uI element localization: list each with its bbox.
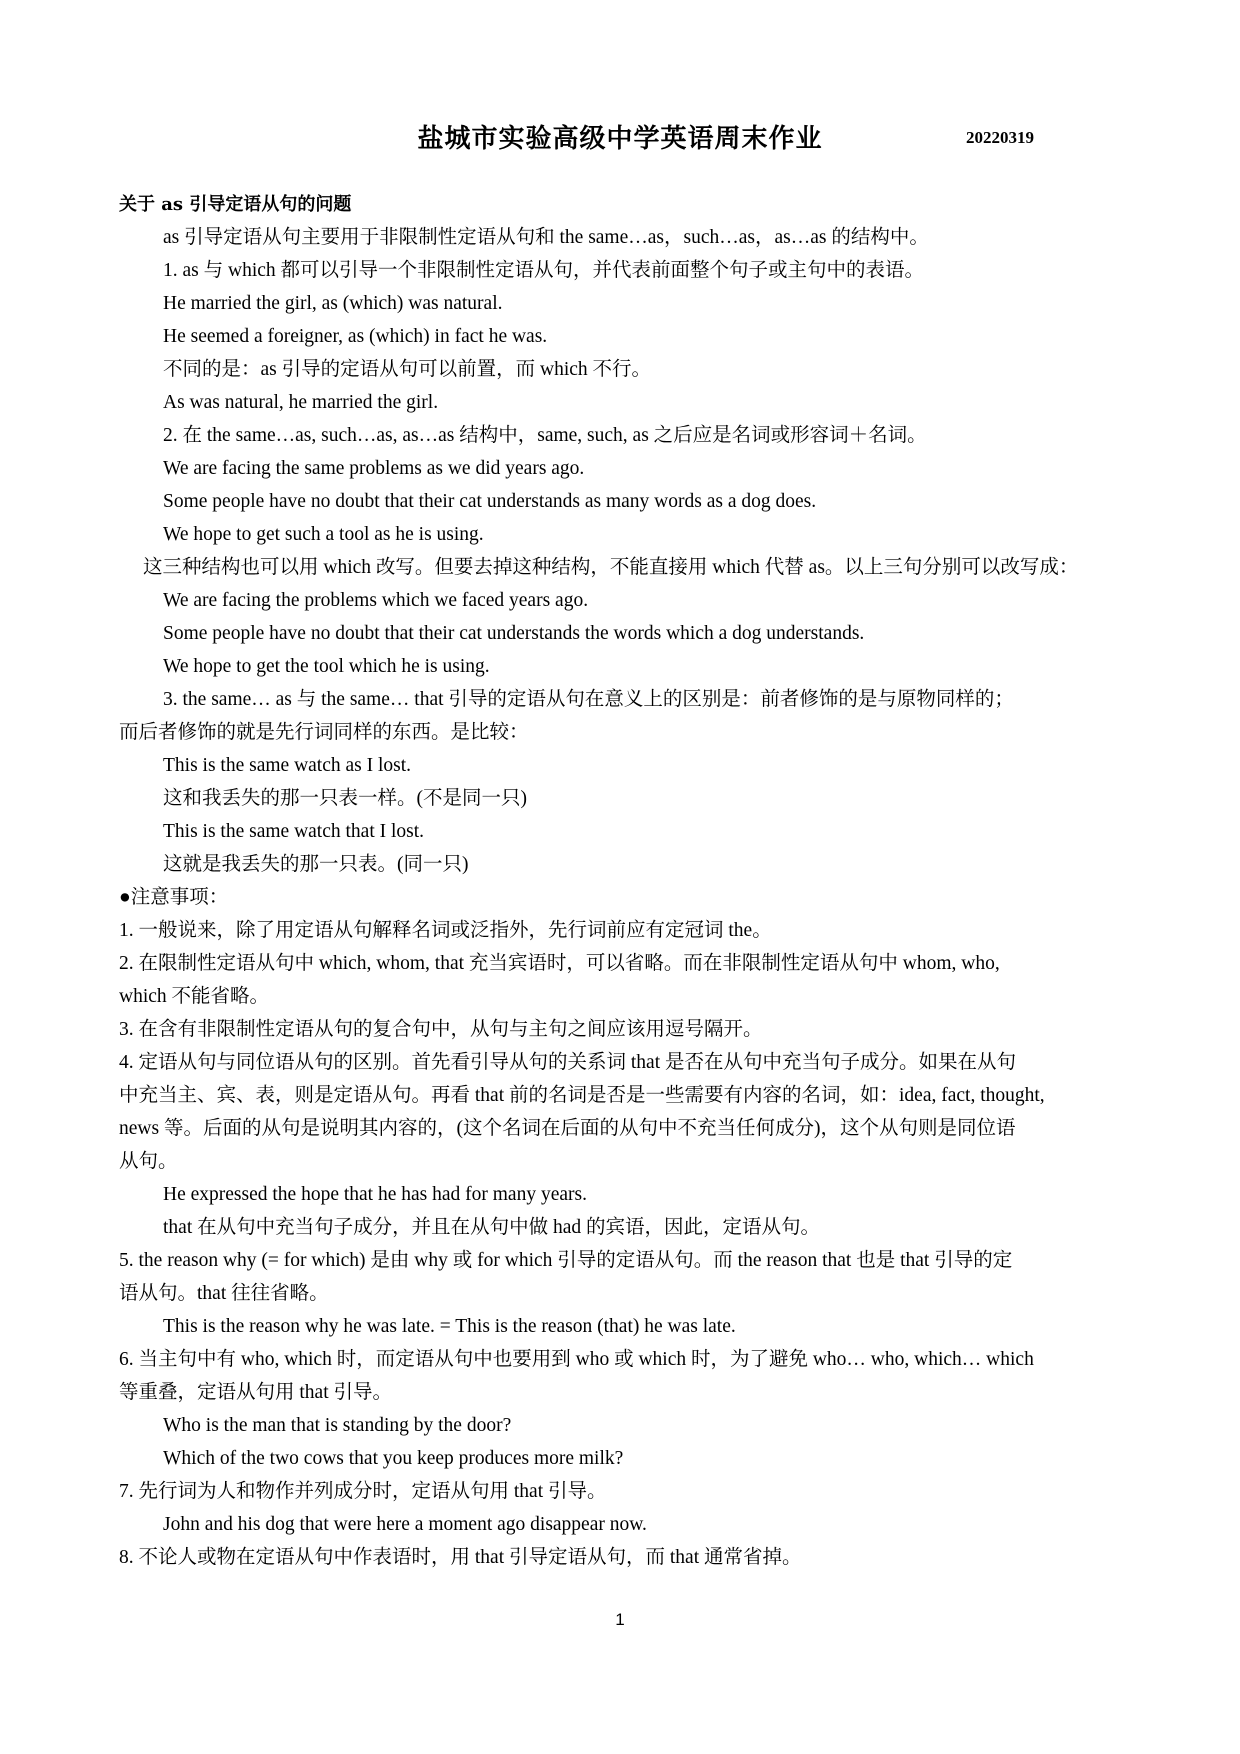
- text-line: As was natural, he married the girl.: [163, 392, 439, 413]
- text-line: 3. the same… as 与 the same… that 引导的定语从句在意义上的区别是：前者修饰的是与原物同样的；: [163, 689, 1014, 710]
- text-line: 6. 当主句中有 who, which 时，而定语从句中也要用到 who 或 which 时，为了避免 who… who, which… which: [119, 1349, 1034, 1370]
- text-line: 等重叠，定语从句用 that 引导。: [119, 1382, 392, 1403]
- section-heading: 关于 as 引导定语从句的问题: [119, 194, 352, 215]
- text-line: We hope to get the tool which he is using.: [163, 656, 490, 677]
- text-line: news 等。后面的从句是说明其内容的，(这个名词在后面的从句中不充当任何成分)，这个从句则是同位语: [119, 1118, 1016, 1139]
- text-line: This is the same watch as I lost.: [163, 755, 412, 776]
- text-line: Some people have no doubt that their cat understands the words which a dog understands.: [163, 623, 865, 644]
- text-line: 这三种结构也可以用 which 改写。但要去掉这种结构，不能直接用 which 代替 as。以上三句分别可以改写成：: [143, 557, 1079, 578]
- text-line: 5. the reason why (= for which) 是由 why 或 for which 引导的定语从句。而 the reason that 也是 that 引导的定: [119, 1250, 1013, 1271]
- text-line: as 引导定语从句主要用于非限制性定语从句和 the same…as，such…as，as…as 的结构中。: [163, 227, 929, 248]
- page-number: 1: [615, 1610, 625, 1629]
- text-line: 这和我丢失的那一只表一样。(不是同一只): [163, 788, 527, 809]
- text-line: 1. 一般说来，除了用定语从句解释名词或泛指外，先行词前应有定冠词 the。: [119, 920, 772, 941]
- text-line: 从句。: [119, 1151, 178, 1172]
- text-line: We hope to get such a tool as he is using.: [163, 524, 484, 545]
- document-body: [119, 188, 1129, 1574]
- text-line: 这就是我丢失的那一只表。(同一只): [163, 854, 469, 875]
- text-line: 7. 先行词为人和物作并列成分时，定语从句用 that 引导。: [119, 1481, 607, 1502]
- text-line: This is the reason why he was late. = This is the reason (that) he was late.: [163, 1316, 736, 1337]
- text-line: 而后者修饰的就是先行词同样的东西。是比较：: [119, 722, 529, 743]
- text-line: 8. 不论人或物在定语从句中作表语时，用 that 引导定语从句，而 that 通常省掉。: [119, 1547, 802, 1568]
- text-line: He married the girl, as (which) was natural.: [163, 293, 503, 314]
- text-line: He seemed a foreigner, as (which) in fact he was.: [163, 326, 548, 347]
- text-line: Who is the man that is standing by the door?: [163, 1415, 512, 1436]
- text-line: 2. 在 the same…as, such…as, as…as 结构中，same, such, as 之后应是名词或形容词＋名词。: [163, 425, 927, 446]
- text-line: He expressed the hope that he has had for many years.: [163, 1184, 587, 1205]
- text-line: 1. as 与 which 都可以引导一个非限制性定语从句，并代表前面整个句子或主句中的表语。: [163, 260, 925, 281]
- text-line: 4. 定语从句与同位语从句的区别。首先看引导从句的关系词 that 是否在从句中充当句子成分。如果在从句: [119, 1052, 1016, 1073]
- text-line: 3. 在含有非限制性定语从句的复合句中，从句与主句之间应该用逗号隔开。: [119, 1019, 763, 1040]
- text-line: 语从句。that 往往省略。: [119, 1283, 329, 1304]
- text-line: 不同的是：as 引导的定语从句可以前置，而 which 不行。: [163, 359, 652, 380]
- document-date: 20220319: [966, 128, 1034, 147]
- document-title: 盐城市实验高级中学英语周末作业: [417, 124, 823, 154]
- text-line: ●注意事项：: [119, 887, 229, 908]
- text-line: 中充当主、宾、表，则是定语从句。再看 that 前的名词是否是一些需要有内容的名词，如：idea, fact, thought,: [119, 1085, 1045, 1106]
- text-line: Which of the two cows that you keep produces more milk?: [163, 1448, 624, 1469]
- text-line: John and his dog that were here a moment ago disappear now.: [163, 1514, 647, 1535]
- text-line: Some people have no doubt that their cat understands as many words as a dog does.: [163, 491, 817, 512]
- text-line: 2. 在限制性定语从句中 which, whom, that 充当宾语时，可以省略。而在非限制性定语从句中 whom, who,: [119, 953, 1000, 974]
- text-line: which 不能省略。: [119, 986, 270, 1007]
- text-line: This is the same watch that I lost.: [163, 821, 425, 842]
- text-line: We are facing the same problems as we did years ago.: [163, 458, 585, 479]
- text-line: We are facing the problems which we faced years ago.: [163, 590, 589, 611]
- text-line: that 在从句中充当句子成分，并且在从句中做 had 的宾语，因此，定语从句。: [163, 1217, 821, 1238]
